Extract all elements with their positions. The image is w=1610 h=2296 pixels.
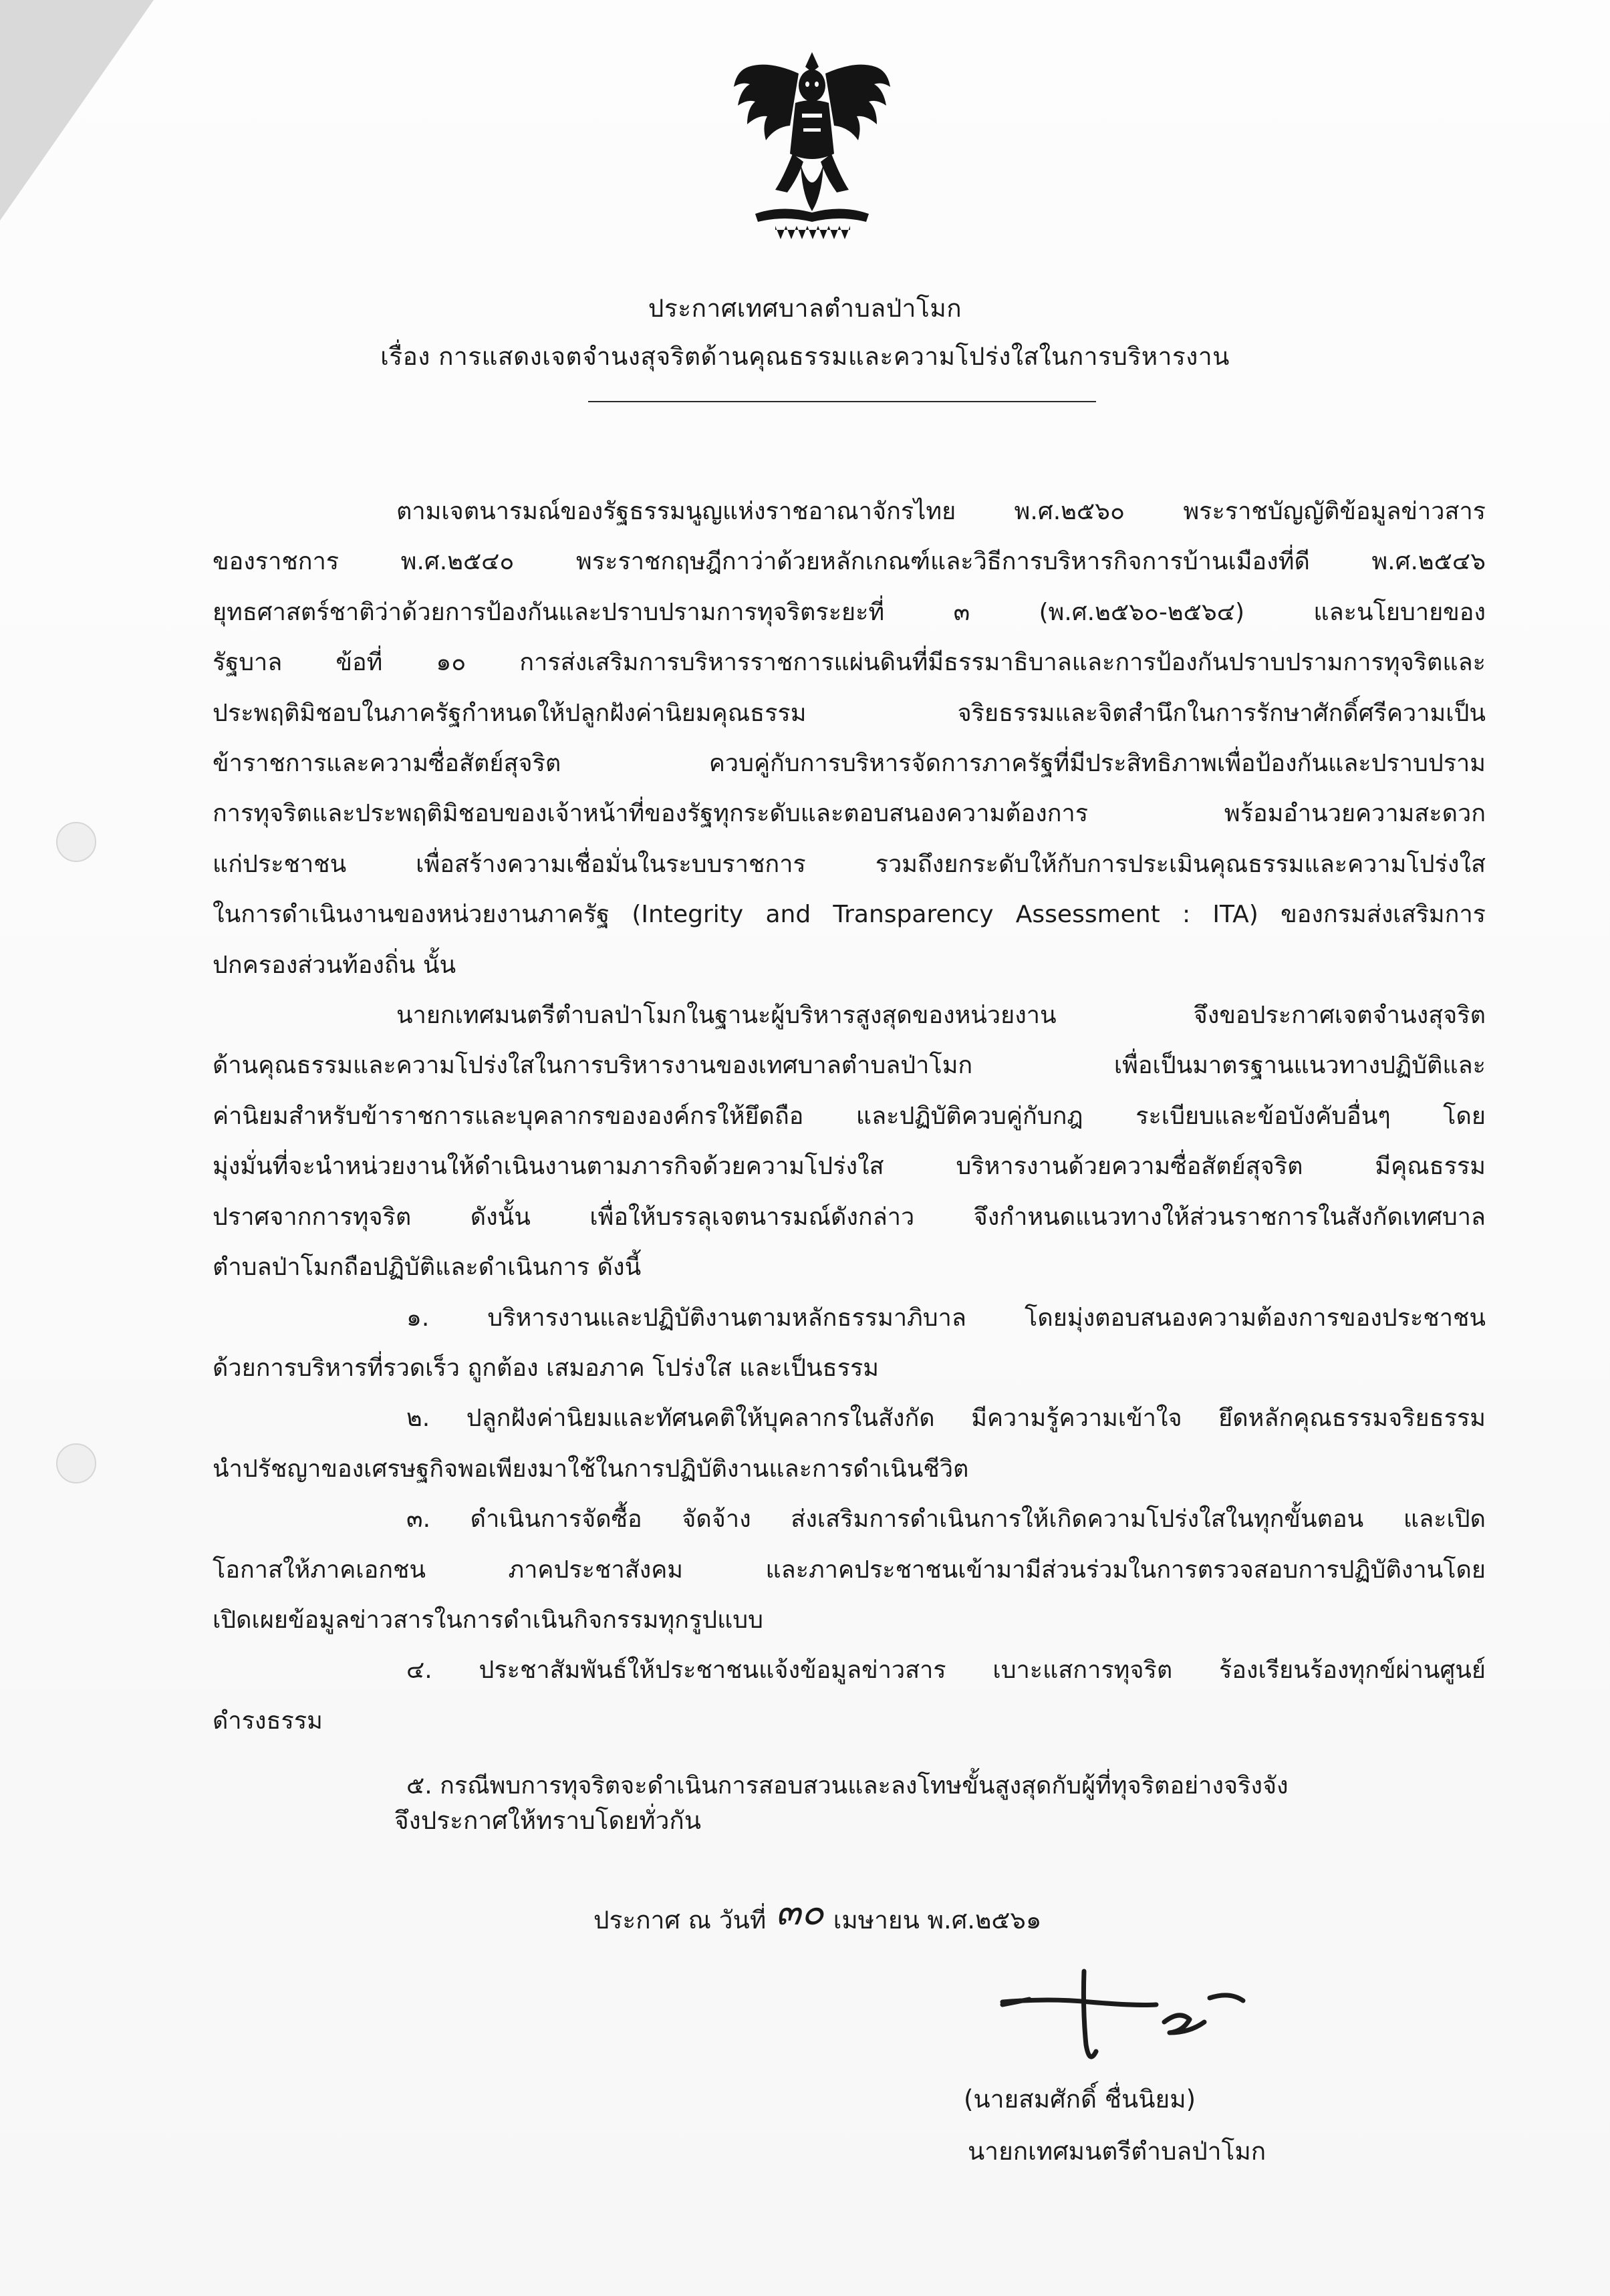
announcement-body [213,486,1486,1812]
signer-position: นายกเทศมนตรีตำบลป่าโมก [968,2137,1266,2166]
body-line: ค่านิยมสำหรับข้าราชการและบุคลากรขององค์กรให้ยึดถือ และปฏิบัติควบคู่กับกฎ ระเบียบและข้อบังคับอื่นๆ โดย [213,1102,1486,1130]
body-line: ของราชการ พ.ศ.๒๕๔๐ พระราชกฤษฎีกาว่าด้วยหลักเกณฑ์และวิธีการบริหารกิจการบ้านเมืองที่ดี พ.ศ.๒๕๔๖ [213,548,1486,576]
body-line: แก่ประชาชน เพื่อสร้างความเชื่อมั่นในระบบราชการ รวมถึงยกระดับให้กับการประเมินคุณธรรมและความโปร่งใส [213,850,1486,878]
list-item-3-cont: โอกาสให้ภาคเอกชน ภาคประชาสังคม และภาคประชาชนเข้ามามีส่วนร่วมในการตรวจสอบการปฏิบัติงานโดย [213,1556,1486,1584]
date-prefix: ประกาศ ณ วันที่ [593,1906,767,1934]
body-line: มุ่งมั่นที่จะนำหน่วยงานให้ดำเนินงานตามภารกิจด้วยความโปร่งใส บริหารงานด้วยความซื่อสัตย์สุจริต มีคุณธรรม [213,1153,1486,1181]
body-line: ปราศจากการทุจริต ดังนั้น เพื่อให้บรรลุเจตนารมณ์ดังกล่าว จึงกำหนดแนวทางให้ส่วนราชการในสังกัดเทศบาล [213,1203,1486,1231]
body-line: การทุจริตและประพฤติมิชอบของเจ้าหน้าที่ของรัฐทุกระดับและตอบสนองความต้องการ พร้อมอำนวยความสะดวก [213,800,1486,828]
body-line: นายกเทศมนตรีตำบลป่าโมกในฐานะผู้บริหารสูงสุดของหน่วยงาน จึงขอประกาศเจตจำนงสุจริต [396,1002,1486,1030]
body-line: ยุทธศาสตร์ชาติว่าด้วยการป้องกันและปราบปรามการทุจริตระยะที่ ๓ (พ.ศ.๒๕๖๐-๒๕๖๔) และนโยบายของ [213,598,1486,626]
closing-statement: จึงประกาศให้ทราบโดยทั่วกัน [394,1806,702,1835]
list-item-1: ๑. บริหารงานและปฏิบัติงานตามหลักธรรมาภิบาล โดยมุ่งตอบสนองความต้องการของประชาชน [406,1304,1486,1332]
announcement-date [593,1886,1041,1945]
list-item-3: ๓. ดำเนินการจัดซื้อ จัดจ้าง ส่งเสริมการดำเนินการให้เกิดความโปร่งใสในทุกขั้นตอน และเปิด [406,1505,1486,1534]
announcement-subject: เรื่อง การแสดงเจตจำนงสุจริตด้านคุณธรรมและความโปร่งใสในการบริหารงาน [380,342,1230,371]
list-item-1-cont: ด้วยการบริหารที่รวดเร็ว ถูกต้อง เสมอภาค โปร่งใส และเป็นธรรม [213,1354,880,1382]
body-line: รัฐบาล ข้อที่ ๑๐ การส่งเสริมการบริหารราชการแผ่นดินที่มีธรรมาธิบาลและการป้องกันปราบปรามการทุจริตและ [213,649,1486,677]
punch-hole [56,1443,96,1483]
punch-hole [56,822,96,862]
list-item-2: ๒. ปลูกฝังค่านิยมและทัศนคติให้บุคลากรในสังกัด มีความรู้ความเข้าใจ ยึดหลักคุณธรรมจริยธรรม [406,1405,1486,1433]
body-line: ปกครองส่วนท้องถิ่น นั้น [213,951,456,979]
body-line: ในการดำเนินงานของหน่วยงานภาครัฐ (Integrity and Transparency Assessment : ITA) ของกรมส่งเสริมการ [213,901,1486,929]
announcement-title: ประกาศเทศบาลตำบลป่าโมก [648,294,962,323]
date-suffix: เมษายน พ.ศ.๒๕๖๑ [833,1906,1042,1934]
body-line: ข้าราชการและความซื่อสัตย์สุจริต ควบคู่กับการบริหารจัดการภาครัฐที่มีประสิทธิภาพเพื่อป้องกันและปราบปราม [213,750,1486,778]
handwritten-signature [989,1958,1270,2078]
body-line: ประพฤติมิชอบในภาครัฐกำหนดให้ปลูกฝังค่านิยมคุณธรรม จริยธรรมและจิตสำนึกในการรักษาศักดิ์ศรีความเป็น [213,699,1486,727]
list-item-2-cont: นำปรัชญาของเศรษฐกิจพอเพียงมาใช้ในการปฏิบัติงานและการดำเนินชีวิต [213,1455,969,1483]
list-item-4-cont: ดำรงธรรม [213,1707,323,1735]
list-item-4: ๔. ประชาสัมพันธ์ให้ประชาชนแจ้งข้อมูลข่าวสาร เบาะแสการทุจริต ร้องเรียนร้องทุกข์ผ่านศูนย์ [406,1657,1486,1685]
list-item-3-cont: เปิดเผยข้อมูลข่าวสารในการดำเนินกิจกรรมทุกรูปแบบ [213,1606,763,1634]
header-underline [588,401,1096,402]
signer-name: (นายสมศักดิ์ ชื่นนิยม) [964,2085,1196,2114]
garuda-emblem [728,47,896,247]
body-line: ด้านคุณธรรมและความโปร่งใสในการบริหารงานของเทศบาลตำบลป่าโมก เพื่อเป็นมาตรฐานแนวทางปฏิบัติและ [213,1052,1486,1080]
list-item-5: ๕. กรณีพบการทุจริตจะดำเนินการสอบสวนและลงโทษขั้นสูงสุดกับผู้ที่ทุจริตอย่างจริงจัง [406,1772,1289,1800]
body-line: ตามเจตนารมณ์ของรัฐธรรมนูญแห่งราชอาณาจักรไทย พ.ศ.๒๕๖๐ พระราชบัญญัติข้อมูลข่าวสาร [396,498,1486,525]
body-line: ตำบลป่าโมกถือปฏิบัติและดำเนินการ ดังนี้ [213,1254,642,1282]
handwritten-day: ๓๐ [775,1890,824,1934]
folded-corner [0,0,154,221]
